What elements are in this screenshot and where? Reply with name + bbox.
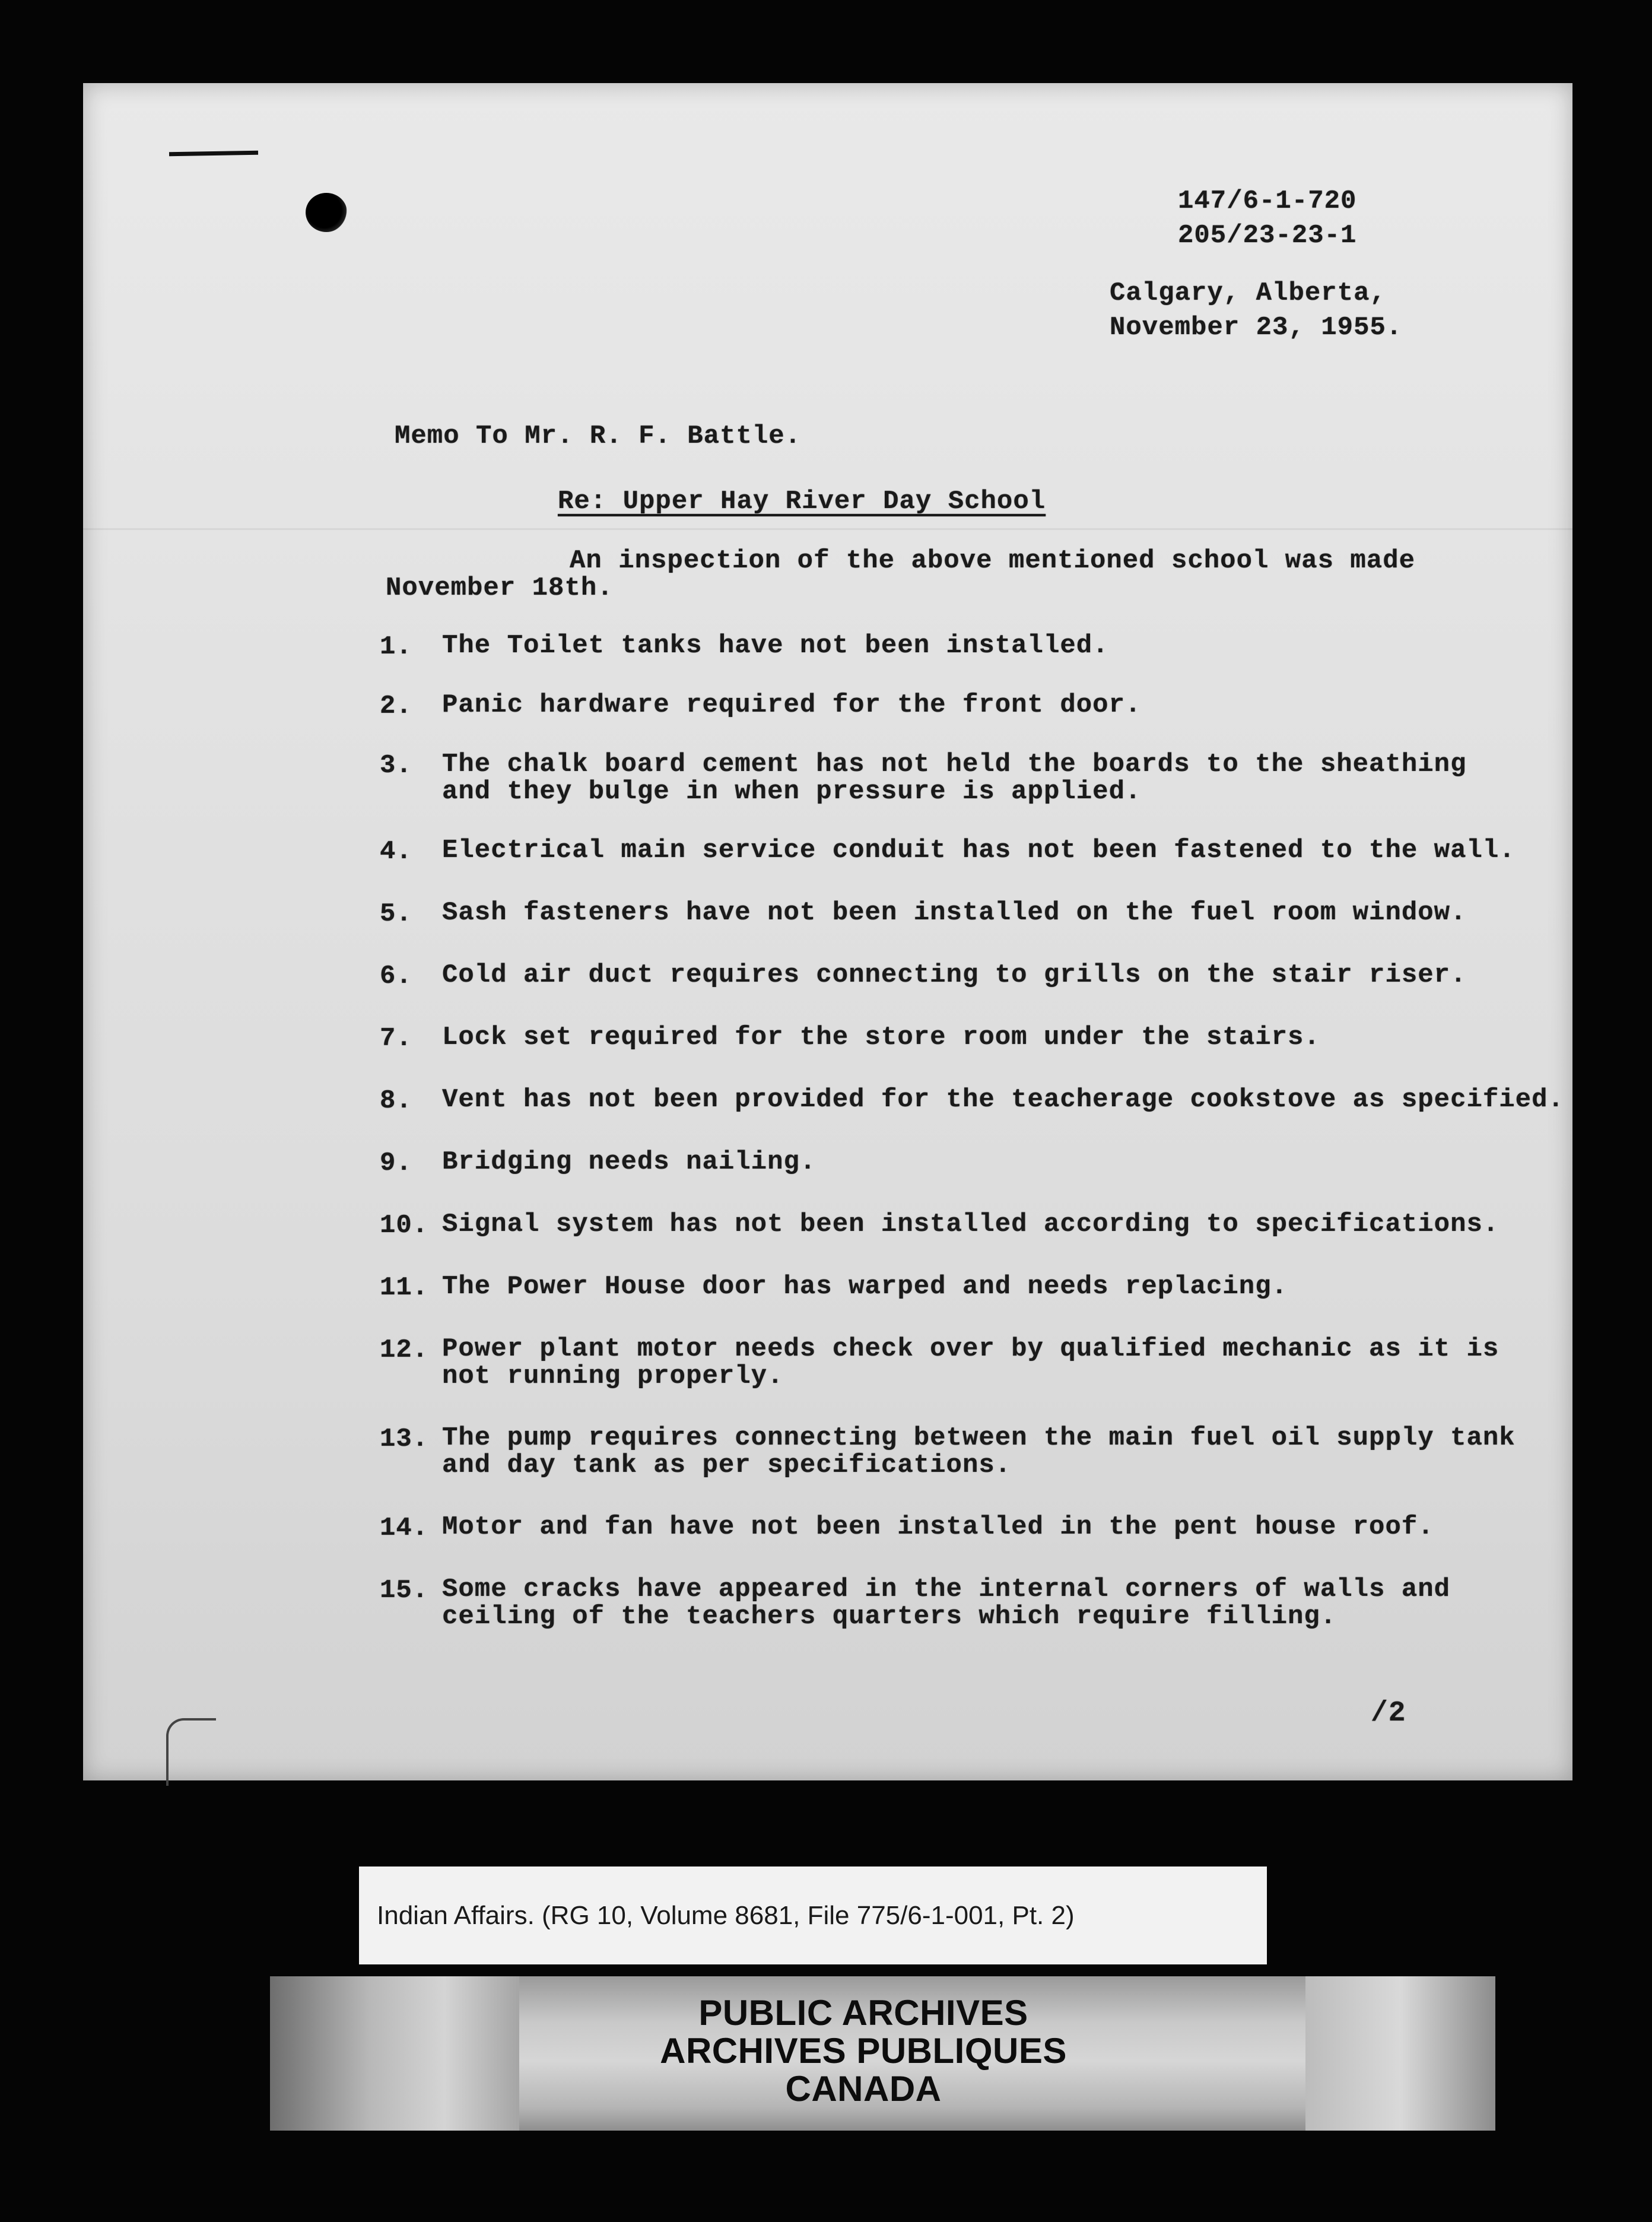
item-text: Cold air duct requires connecting to grills on the stair riser. [442, 960, 1467, 990]
item-number: 6. [380, 961, 412, 991]
item-text: The Toilet tanks have not been installed. [442, 631, 1109, 661]
page-continuation-marker: /2 [1371, 1697, 1406, 1729]
memo-page [83, 83, 1572, 1780]
item-text: Vent has not been provided for the teacherage cookstove as specified. [442, 1085, 1564, 1115]
file-number: 147/6-1-720 [1178, 186, 1357, 216]
item-number: 5. [380, 899, 412, 929]
item-number: 2. [380, 691, 412, 721]
item-text: The pump requires connecting between the main fuel oil supply tank [442, 1423, 1516, 1453]
intro-line: November 18th. [386, 573, 614, 603]
item-text: ceiling of the teachers quarters which require filling. [442, 1602, 1337, 1631]
memo-date: November 23, 1955. [1110, 313, 1403, 342]
item-text: Power plant motor needs check over by qualified mechanic as it is [442, 1334, 1499, 1364]
item-number: 8. [380, 1086, 412, 1116]
item-text: Some cracks have appeared in the internal corners of walls and [442, 1575, 1451, 1604]
archive-stamp-line: CANADA [785, 2069, 942, 2109]
item-number: 3. [380, 751, 412, 780]
item-text: The chalk board cement has not held the boards to the sheathing [442, 750, 1467, 779]
item-number: 15. [380, 1576, 429, 1605]
item-text: Sash fasteners have not been installed on the fuel room window. [442, 898, 1467, 928]
pen-scratch-mark [169, 151, 258, 157]
archive-reference-label [359, 1867, 1267, 1964]
archive-reference-text: Indian Affairs. (RG 10, Volume 8681, File 775/6-1-001, Pt. 2) [377, 1900, 1075, 1930]
item-number: 4. [380, 837, 412, 866]
memo-place: Calgary, Alberta, [1110, 278, 1386, 308]
item-text: Lock set required for the store room under the stairs. [442, 1023, 1320, 1052]
item-text: not running properly. [442, 1361, 784, 1391]
item-number: 7. [380, 1024, 412, 1053]
item-text: Bridging needs nailing. [442, 1147, 817, 1177]
item-number: 10. [380, 1211, 429, 1240]
intro-line: An inspection of the above mentioned school was made [570, 546, 1416, 576]
strip-left-segment [270, 1976, 519, 2131]
item-number: 14. [380, 1513, 429, 1543]
item-text: Electrical main service conduit has not been fastened to the wall. [442, 836, 1516, 865]
item-number: 13. [380, 1424, 429, 1454]
item-number: 9. [380, 1148, 412, 1178]
item-text: and day tank as per specifications. [442, 1450, 1012, 1480]
archive-stamp-line: ARCHIVES PUBLIQUES [660, 2031, 1067, 2071]
ink-blot [306, 193, 347, 232]
file-number: 205/23-23-1 [1178, 221, 1357, 250]
item-number: 11. [380, 1273, 429, 1303]
archive-stamp-strip [270, 1976, 1495, 2131]
memo-recipient: Memo To Mr. R. F. Battle. [395, 421, 802, 451]
paper-fold-line [83, 528, 1572, 530]
archive-stamp-line: PUBLIC ARCHIVES [698, 1993, 1028, 2033]
item-number: 12. [380, 1335, 429, 1365]
item-text: Signal system has not been installed according to specifications. [442, 1210, 1499, 1239]
memo-subject: Re: Upper Hay River Day School [558, 487, 1046, 516]
item-text: Motor and fan have not been installed in the pent house roof. [442, 1512, 1434, 1542]
file-numbers [1178, 184, 1356, 253]
place-and-date [1110, 276, 1402, 345]
item-text: and they bulge in when pressure is applied. [442, 777, 1142, 807]
item-text: The Power House door has warped and needs replacing. [442, 1272, 1288, 1302]
item-text: Panic hardware required for the front door. [442, 690, 1142, 720]
archive-stamp-text [650, 1994, 1077, 2108]
item-number: 1. [380, 632, 412, 662]
strip-right-segment [1305, 1976, 1495, 2131]
corner-pencil-mark [166, 1718, 216, 1786]
